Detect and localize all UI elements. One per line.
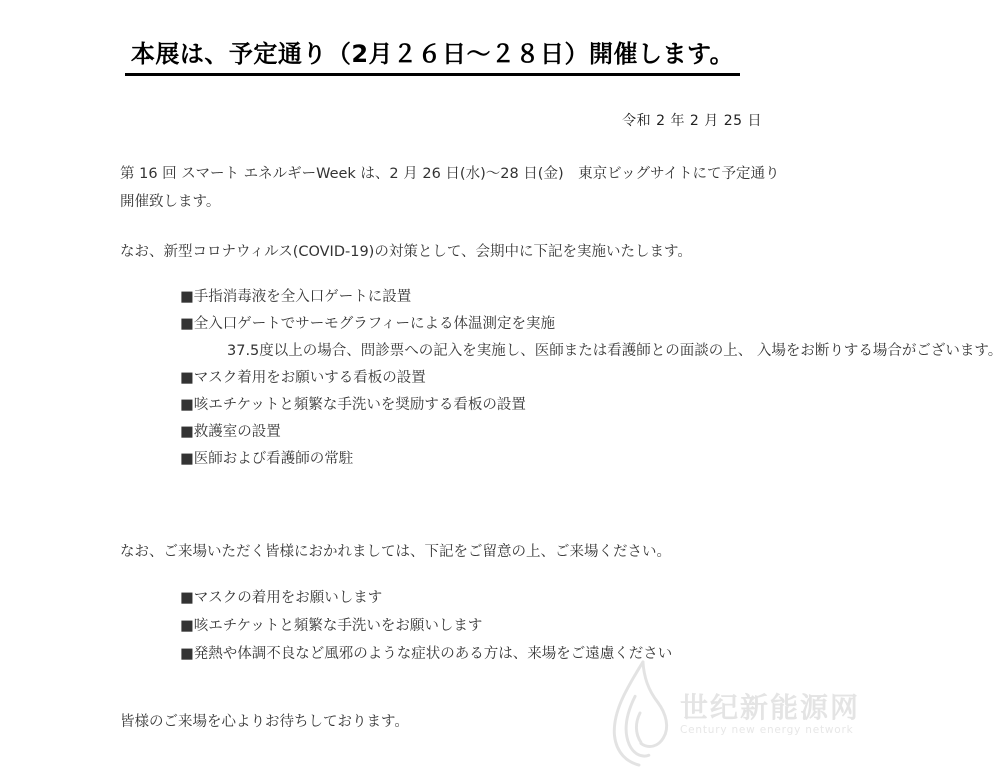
intro-paragraph: 第 16 回 スマート エネルギーWeek は、2 月 26 日(水)～28 日(金) 東京ビッグサイトにて予定通り 開催致します。	[120, 166, 780, 210]
list-item: ■医師および看護師の常駐	[180, 451, 354, 467]
closing-paragraph: 皆様のご来場を心よりお待ちしております。	[120, 714, 409, 730]
watermark-name-en: Century new energy network	[679, 724, 854, 736]
watermark-text	[680, 693, 860, 737]
visitor-notice-paragraph: なお、ご来場いただく皆様におかれましては、下記をご留意の上、ご来場ください。	[120, 544, 671, 560]
page-title-row	[0, 34, 865, 76]
list-item: ■マスク着用をお願いする看板の設置	[180, 370, 426, 386]
list-item: ■咳エチケットと頻繁な手洗いを奨励する看板の設置	[180, 397, 526, 413]
list-item: ■手指消毒液を全入口ゲートに設置	[180, 289, 412, 305]
temperature-sub-note: 37.5度以上の場合、問診票への記入を実施し、医師または看護師との面談の上、 入場をお断りする場合がございます。	[227, 343, 1002, 359]
watermark-name-cn: 世纪新能源网	[679, 691, 860, 724]
document-date: 令和 2 年 2 月 25 日	[622, 113, 762, 129]
covid-measures-paragraph: なお、新型コロナウィルス(COVID-19)の対策として、会期中に下記を実施いたします。	[120, 244, 692, 260]
list-item: ■咳エチケットと頻繁な手洗いをお願いします	[180, 618, 483, 634]
list-item: ■全入口ゲートでサーモグラフィーによる体温測定を実施	[180, 316, 556, 332]
visitor-requests-list	[180, 584, 672, 668]
list-item: ■マスクの着用をお願いします	[180, 590, 383, 606]
list-item: ■発熱や体調不良など風邪のような症状のある方は、来場をご遠慮ください	[180, 646, 673, 662]
watermark	[604, 659, 860, 771]
measures-list	[180, 284, 1002, 473]
flame-icon	[604, 659, 676, 771]
list-item: ■救護室の設置	[180, 424, 281, 440]
page-title: 本展は、予定通り（2月２６日～２８日）開催します。	[125, 34, 740, 76]
